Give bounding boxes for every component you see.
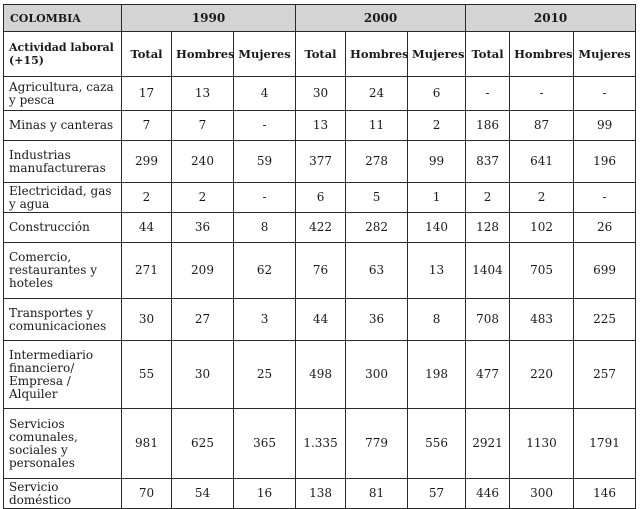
- table-cell: 99: [408, 141, 466, 183]
- table-cell: 300: [510, 479, 574, 509]
- table-cell: 44: [296, 299, 346, 341]
- table-cell: 54: [172, 479, 234, 509]
- row-label: Industrias manufactureras: [4, 141, 122, 183]
- row-label: Minas y canteras: [4, 111, 122, 141]
- table-cell: 63: [346, 243, 408, 299]
- table-cell: 377: [296, 141, 346, 183]
- table-cell: 26: [574, 213, 636, 243]
- table-cell: 57: [408, 479, 466, 509]
- table-cell: 2: [408, 111, 466, 141]
- year-header-2010: 2010: [466, 5, 636, 32]
- table-cell: 282: [346, 213, 408, 243]
- table-cell: 2: [510, 183, 574, 213]
- table-cell: 699: [574, 243, 636, 299]
- table-row: [4, 243, 636, 299]
- country-header: COLOMBIA: [4, 5, 122, 32]
- table-cell: 76: [296, 243, 346, 299]
- col-header-hombres-2000: Hombres: [346, 32, 408, 77]
- table-cell: 240: [172, 141, 234, 183]
- table-cell: 7: [122, 111, 172, 141]
- col-header-total-1990: Total: [122, 32, 172, 77]
- table-cell: 99: [574, 111, 636, 141]
- table-row: [4, 77, 636, 111]
- table-cell: 2: [172, 183, 234, 213]
- table-cell: 146: [574, 479, 636, 509]
- table-body: [4, 77, 636, 509]
- table-cell: 422: [296, 213, 346, 243]
- table-cell: 477: [466, 341, 510, 409]
- table-cell: 779: [346, 409, 408, 479]
- table-cell: 483: [510, 299, 574, 341]
- table-cell: 36: [172, 213, 234, 243]
- table-cell: 981: [122, 409, 172, 479]
- table-cell: 1130: [510, 409, 574, 479]
- table-cell: 17: [122, 77, 172, 111]
- table-cell: 1.335: [296, 409, 346, 479]
- col-header-total-2000: Total: [296, 32, 346, 77]
- table-cell: 300: [346, 341, 408, 409]
- table-cell: 24: [346, 77, 408, 111]
- row-label: Intermediario financiero/ Empresa / Alquiler: [4, 341, 122, 409]
- year-header-2000: 2000: [296, 5, 466, 32]
- row-label: Electricidad, gas y agua: [4, 183, 122, 213]
- table-cell: 225: [574, 299, 636, 341]
- table-cell: 6: [296, 183, 346, 213]
- table-cell: 278: [346, 141, 408, 183]
- table-cell: 641: [510, 141, 574, 183]
- table-row: [4, 213, 636, 243]
- table-cell: -: [234, 111, 296, 141]
- table-row: [4, 409, 636, 479]
- table-cell: -: [510, 77, 574, 111]
- table-cell: 446: [466, 479, 510, 509]
- table-cell: 2921: [466, 409, 510, 479]
- table-cell: 625: [172, 409, 234, 479]
- table-row: [4, 341, 636, 409]
- labor-activity-table: [3, 4, 636, 509]
- table-cell: 299: [122, 141, 172, 183]
- table-cell: 30: [122, 299, 172, 341]
- year-header-1990: 1990: [122, 5, 296, 32]
- col-header-total-2010: Total: [466, 32, 510, 77]
- table-cell: 271: [122, 243, 172, 299]
- row-label: Agricultura, caza y pesca: [4, 77, 122, 111]
- table-cell: 6: [408, 77, 466, 111]
- col-header-hombres-1990: Hombres: [172, 32, 234, 77]
- table-cell: 196: [574, 141, 636, 183]
- row-label: Servicios comunales, sociales y personales: [4, 409, 122, 479]
- table-row: [4, 141, 636, 183]
- table-cell: 498: [296, 341, 346, 409]
- table-row: [4, 479, 636, 509]
- table-cell: 13: [296, 111, 346, 141]
- table-cell: 11: [346, 111, 408, 141]
- table-cell: 44: [122, 213, 172, 243]
- table-cell: 30: [172, 341, 234, 409]
- table-cell: 140: [408, 213, 466, 243]
- row-label: Transportes y comunicaciones: [4, 299, 122, 341]
- table-cell: 3: [234, 299, 296, 341]
- table-cell: 8: [408, 299, 466, 341]
- table-cell: 13: [408, 243, 466, 299]
- table-cell: 257: [574, 341, 636, 409]
- table-cell: 1404: [466, 243, 510, 299]
- table-cell: 36: [346, 299, 408, 341]
- activity-header: Actividad laboral (+15): [4, 32, 122, 77]
- table-cell: 70: [122, 479, 172, 509]
- row-label: Servicio doméstico: [4, 479, 122, 509]
- table-cell: 13: [172, 77, 234, 111]
- table-cell: 138: [296, 479, 346, 509]
- table-cell: 8: [234, 213, 296, 243]
- col-header-mujeres-2000: Mujeres: [408, 32, 466, 77]
- table-cell: 186: [466, 111, 510, 141]
- table-container: [3, 4, 636, 509]
- table-row: [4, 299, 636, 341]
- col-header-mujeres-1990: Mujeres: [234, 32, 296, 77]
- col-header-hombres-2010: Hombres: [510, 32, 574, 77]
- table-cell: 4: [234, 77, 296, 111]
- year-header-row: [4, 5, 636, 32]
- table-cell: 2: [466, 183, 510, 213]
- table-row: [4, 183, 636, 213]
- table-cell: 705: [510, 243, 574, 299]
- table-cell: 220: [510, 341, 574, 409]
- table-cell: 81: [346, 479, 408, 509]
- table-cell: -: [574, 183, 636, 213]
- table-cell: 209: [172, 243, 234, 299]
- table-cell: 30: [296, 77, 346, 111]
- table-cell: 365: [234, 409, 296, 479]
- table-cell: -: [234, 183, 296, 213]
- table-cell: 59: [234, 141, 296, 183]
- table-cell: 556: [408, 409, 466, 479]
- table-cell: 27: [172, 299, 234, 341]
- table-cell: 837: [466, 141, 510, 183]
- table-cell: 2: [122, 183, 172, 213]
- row-label: Construcción: [4, 213, 122, 243]
- table-row: [4, 111, 636, 141]
- table-cell: 55: [122, 341, 172, 409]
- table-cell: 128: [466, 213, 510, 243]
- table-cell: 25: [234, 341, 296, 409]
- table-cell: 7: [172, 111, 234, 141]
- col-header-mujeres-2010: Mujeres: [574, 32, 636, 77]
- table-cell: 1791: [574, 409, 636, 479]
- table-cell: 1: [408, 183, 466, 213]
- table-cell: 102: [510, 213, 574, 243]
- row-label: Comercio, restaurantes y hoteles: [4, 243, 122, 299]
- table-cell: -: [574, 77, 636, 111]
- table-cell: 5: [346, 183, 408, 213]
- table-cell: 16: [234, 479, 296, 509]
- table-cell: 62: [234, 243, 296, 299]
- table-cell: -: [466, 77, 510, 111]
- table-cell: 708: [466, 299, 510, 341]
- column-header-row: [4, 32, 636, 77]
- table-cell: 198: [408, 341, 466, 409]
- table-cell: 87: [510, 111, 574, 141]
